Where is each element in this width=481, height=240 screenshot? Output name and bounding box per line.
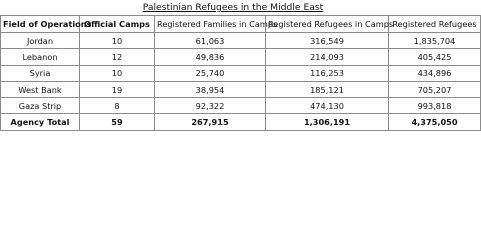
refugee-table: [0, 15, 481, 131]
cell-refugees: 405,425: [389, 49, 481, 65]
cell-refugees-in-camps: 474,130: [266, 98, 389, 114]
cell-families: 61,063: [155, 33, 266, 49]
header-registered-refugees-in-camps: Registered Refugees in Camps: [266, 16, 389, 33]
cell-refugees-in-camps: 316,549: [266, 33, 389, 49]
cell-refugees: 1,835,704: [389, 33, 481, 49]
header-official-camps: Official Camps: [80, 16, 155, 33]
cell-field: Lebanon: [1, 49, 80, 65]
cell-refugees: 705,207: [389, 81, 481, 97]
cell-refugees: 4,375,050: [389, 114, 481, 130]
cell-camps: 8: [80, 98, 155, 114]
cell-field: Gaza Strip: [1, 98, 80, 114]
cell-camps: 59: [80, 114, 155, 130]
cell-families: 38,954: [155, 81, 266, 97]
cell-refugees: 434,896: [389, 65, 481, 81]
cell-families: 49,836: [155, 49, 266, 65]
cell-camps: 19: [80, 81, 155, 97]
cell-families: 25,740: [155, 65, 266, 81]
header-field-of-operations: Field of Operations: [1, 16, 80, 33]
table-title: Palestinian Refugees in the Middle East: [142, 2, 324, 13]
cell-field: Jordan: [1, 33, 80, 49]
header-registered-families-in-camps: Registered Families in Camps: [155, 16, 266, 33]
cell-camps: 12: [80, 49, 155, 65]
cell-refugees: 993,818: [389, 98, 481, 114]
cell-refugees-in-camps: 1,306,191: [266, 114, 389, 130]
cell-camps: 10: [80, 33, 155, 49]
cell-camps: 10: [80, 65, 155, 81]
cell-refugees-in-camps: 185,121: [266, 81, 389, 97]
table-row: [1, 81, 481, 97]
header-registered-refugees: Registered Refugees: [389, 16, 481, 33]
table-row: [1, 98, 481, 114]
cell-refugees-in-camps: 214,093: [266, 49, 389, 65]
table-row: [1, 49, 481, 65]
header-row: [1, 16, 481, 33]
cell-families: 92,322: [155, 98, 266, 114]
cell-field: West Bank: [1, 81, 80, 97]
table-row: [1, 65, 481, 81]
cell-families: 267,915: [155, 114, 266, 130]
total-row: [1, 114, 481, 130]
cell-field: Syria: [1, 65, 80, 81]
cell-refugees-in-camps: 116,253: [266, 65, 389, 81]
table-row: [1, 33, 481, 49]
cell-field: Agency Total: [1, 114, 80, 130]
